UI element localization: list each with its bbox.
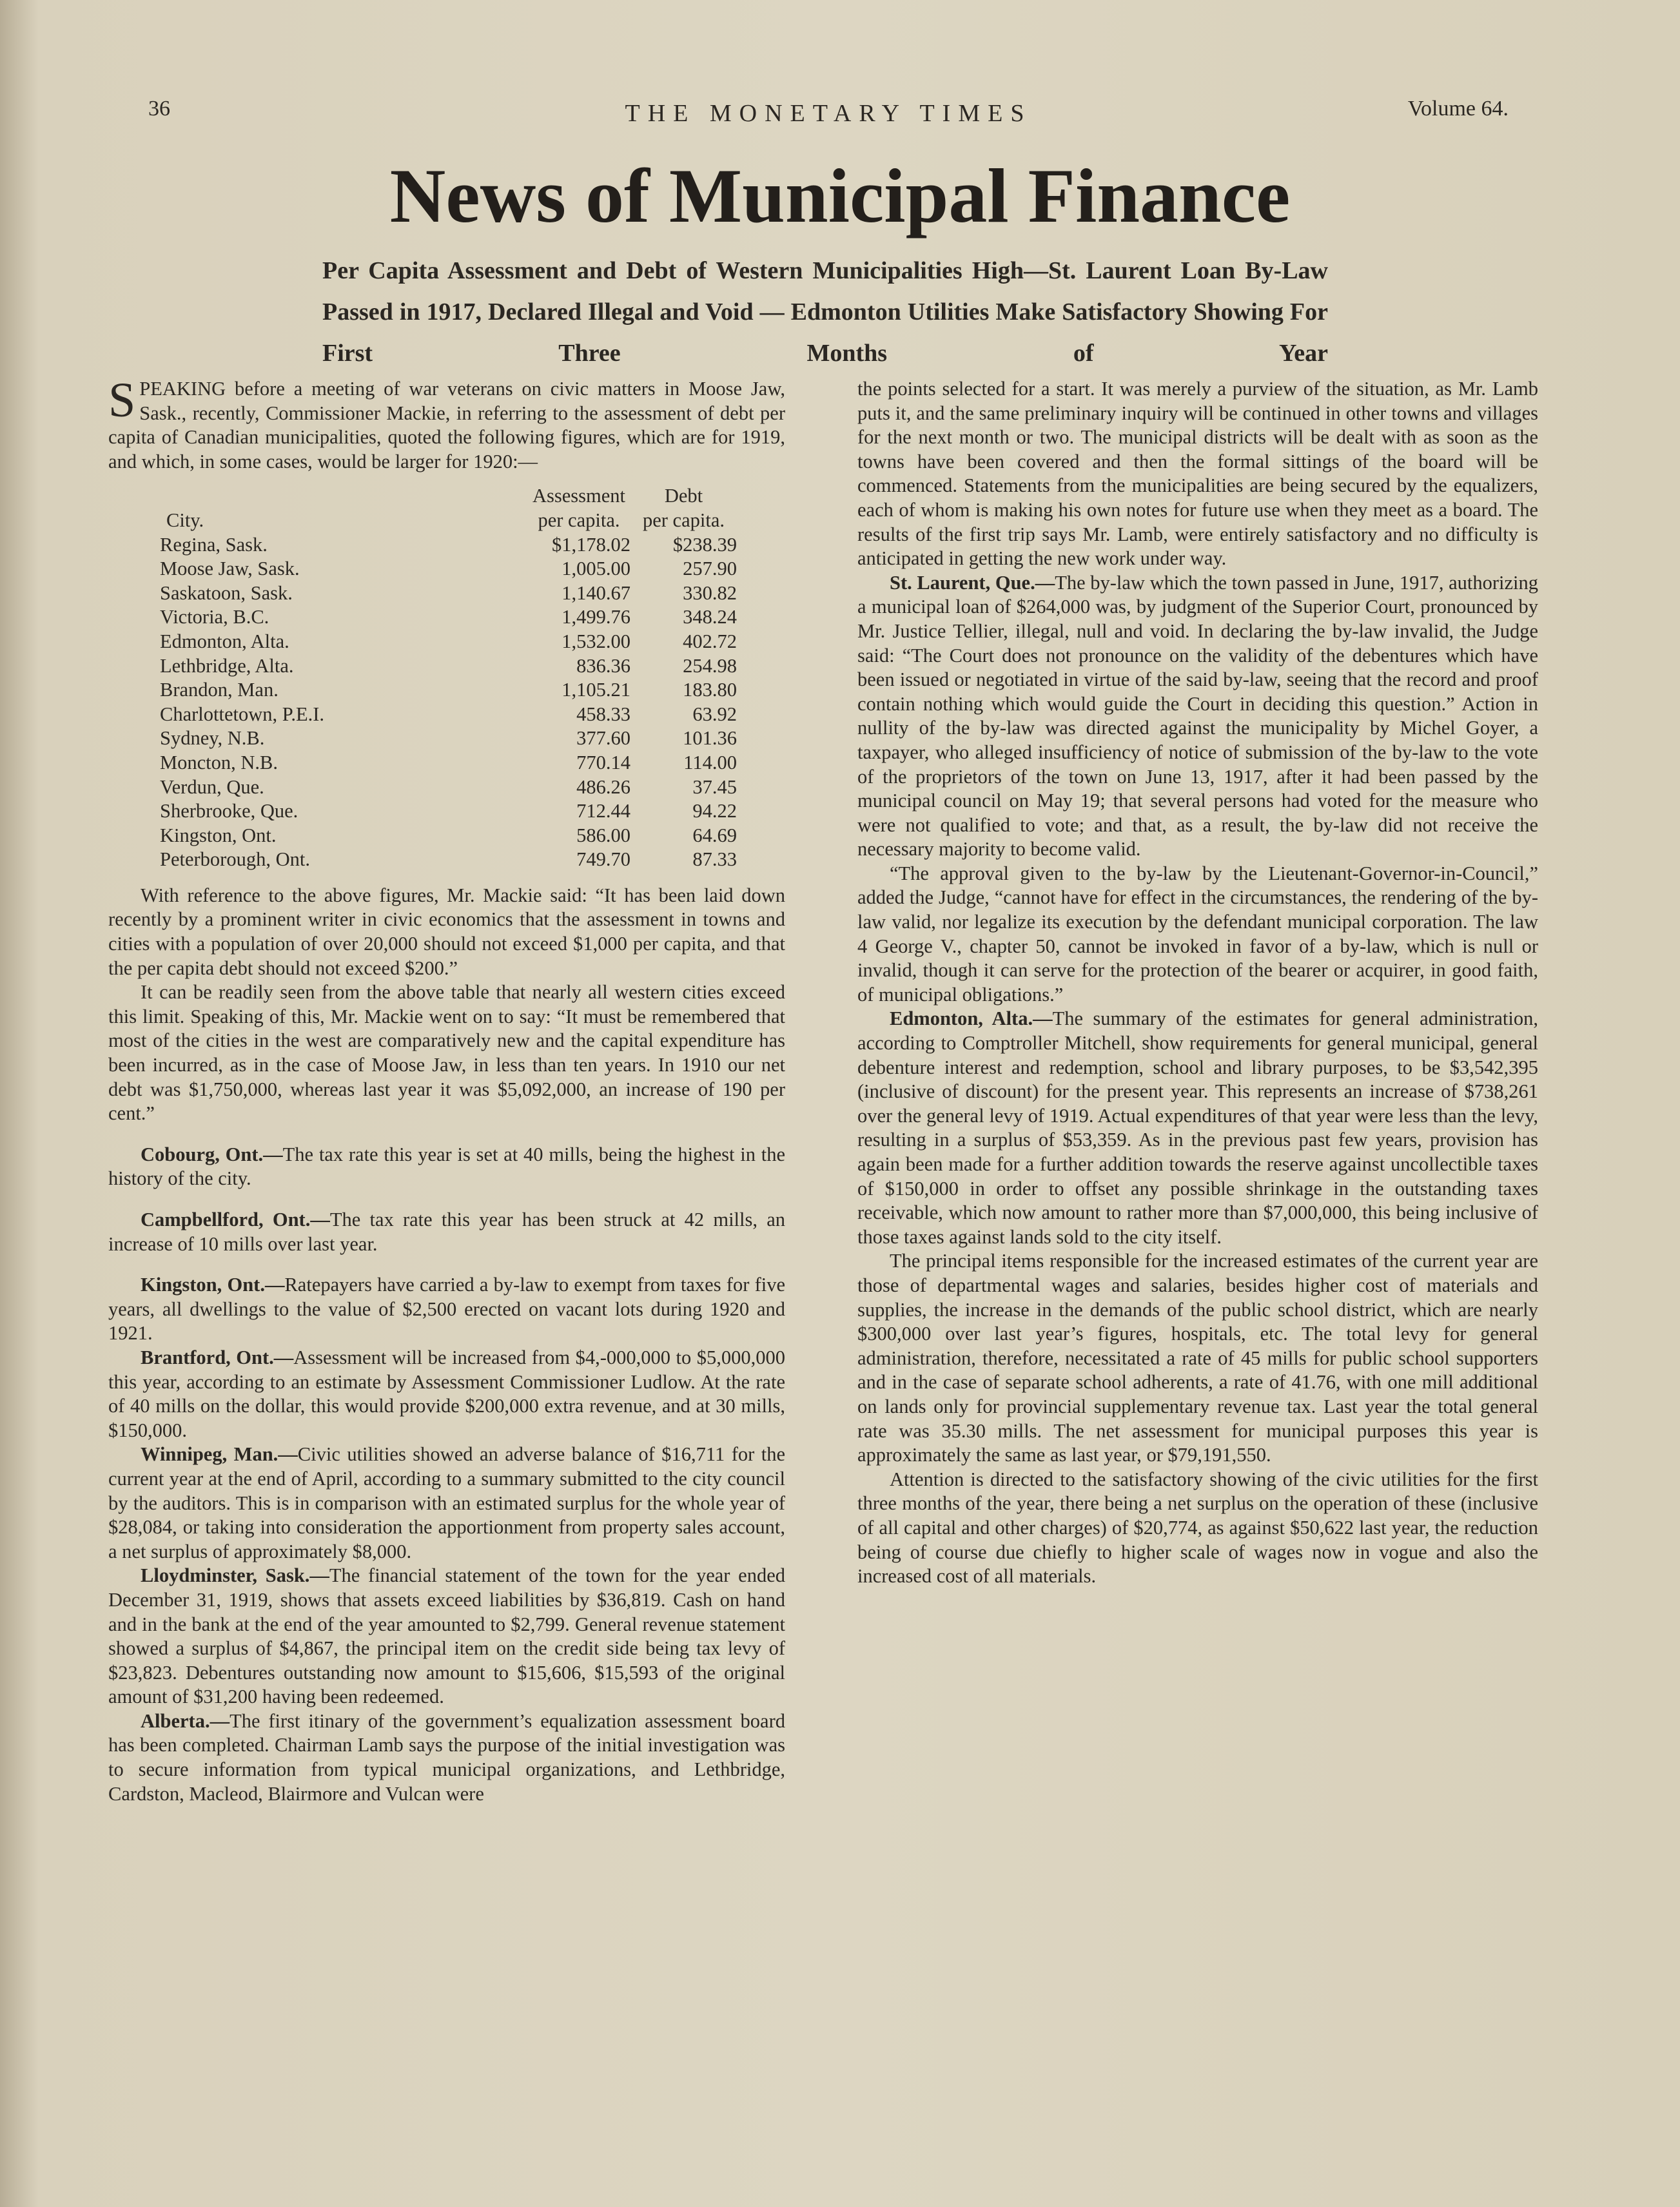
article-subtitle: Per Capita Assessment and Debt of Western Municipalities High—St. Laurent Loan By-Law Passed in 1917, Declared Illegal and Void — Edmonton Utilities Make Satisfactory Showing For First Three Months of Year (322, 257, 1328, 367)
article-title: News of Municipal Finance (389, 153, 1291, 238)
debt-cell: 257.90 (683, 558, 737, 580)
intro-text: PEAKING before a meeting of war veterans on civic matters in Moose Jaw, Sask., recently, Commissioner Mackie, in referring to the assessment of debt per capita of Canadian municipalities, quoted the following figures, which are for 1919, and which, in some cases, would be larger for 1920:— (108, 378, 785, 472)
journal-name: THE MONETARY TIMES (625, 100, 1032, 127)
assessment-cell: 770.14 (576, 751, 630, 773)
news-text: Assessment will be increased from $4,-000,000 to $5,000,000 this year, according to an estimate by Assessment Commissioner Ludlow. At the rate of 40 mills on the dollar, this would provide $200,000 extra revenue, and at 30 mills, $150,000. (108, 1346, 785, 1441)
assessment-cell: 586.00 (576, 824, 630, 846)
news-text: The financial statement of the town for the year ended December 31, 1919, shows that assets exceed liabilities by $36,819. Cash on hand and in the bank at the end of the year amounted to $2,799. General revenue statement showed a surplus of $4,867, the principal item on the credit side being tax levy of $23,823. Debentures outstanding now amount to $15,606, $15,593 of the original amount of $31,200 having been redeemed. (108, 1564, 785, 1708)
news-text: Ratepayers have carried a by-law to exempt from taxes for five years, all dwellings to the value of $2,500 erected on vacant lots during 1920 and 1921. (108, 1274, 785, 1345)
city-cell: Regina, Sask. (160, 533, 268, 556)
place-name: Winnipeg, Man.— (141, 1443, 298, 1466)
table-row (160, 557, 737, 581)
city-cell: Brandon, Man. (160, 679, 278, 701)
volume-label: Volume 64. (1407, 97, 1509, 121)
city-cell: Moncton, N.B. (160, 751, 278, 773)
city-cell: Sydney, N.B. (160, 727, 265, 750)
assessment-table (160, 484, 737, 872)
paragraph: Attention is directed to the satisfactory showing of the civic utilities for the first three months of the year, there being a net surplus on the operation of these (inclusive of all capital and other charges) of $20,774, as against $50,622 last year, the reduction being of course due chiefly to higher scale of wages now in vogue and also the increased cost of all materials. (857, 1468, 1538, 1588)
intro-paragraph (108, 373, 785, 474)
debt-cell: 64.69 (692, 824, 737, 846)
assessment-cell: $1,178.02 (552, 533, 630, 556)
paragraph: The principal items responsible for the increased estimates of the current year are those of departmental wages and salaries, besides higher cost of materials and supplies, the increase in the demands of the public school district, which are nearly $300,000 over last year’s figures, hospitals, etc. The total levy for general administration, therefore, necessitated a rate of 45 mills for public school supporters and in the case of separate school adherents, a rate of 41.76, with one mill additional on lands only for provincial supplementary revenue tax. Last year the total general rate was 35.30 mills. The net assessment for municipal purposes this year is approximately the same as last year, or $79,191,550. (857, 1250, 1538, 1466)
debt-cell: 101.36 (683, 727, 737, 750)
paragraph: With reference to the above figures, Mr. Mackie said: “It has been laid down recently by a prominent writer in civic economics that the assessment in towns and cities with a population of over 20,000 should not exceed $1,000 per capita, and that the per capita debt should not exceed $200.” (108, 884, 785, 979)
running-head (148, 97, 1509, 135)
news-text: The tax rate this year is set at 40 mills, being the highest in the history of the city. (108, 1143, 785, 1190)
paragraph: the points selected for a start. It was merely a purview of the situation, as Mr. Lamb puts it, and the same preliminary inquiry will be continued in other towns and villages for the next month or two. The municipal districts will be dealt with as soon as the towns have been covered and then the formal sittings of the board will be commenced. Statements from the municipalities are being secured by the equalizers, each of whom is making his own notes for future use when they meet as a board. The results of the first trip says Mr. Lamb, were entirely satisfactory and no difficulty is anticipated in getting the new work under way. (857, 378, 1538, 570)
debt-cell: $238.39 (672, 533, 737, 556)
table-row (160, 605, 737, 630)
debt-cell: 254.98 (683, 654, 737, 677)
city-cell: Sherbrooke, Que. (160, 800, 298, 822)
news-text: Civic utilities showed an adverse balance of $16,711 for the current year at the end of April, according to a summary submitted to the city council by the auditors. This is in comparison with an estimated surplus for the whole year of $28,084, or taking into consideration the apportionment from property sales account, a net surplus of approximately $8,000. (108, 1443, 785, 1562)
news-item-brantford (108, 1346, 785, 1443)
table-header-row (160, 484, 737, 509)
news-item-campbellford (108, 1208, 785, 1256)
left-column (108, 373, 786, 1806)
place-name: Brantford, Ont.— (141, 1346, 294, 1368)
news-item-cobourg (108, 1143, 785, 1191)
table-row (160, 630, 737, 654)
debt-cell: 87.33 (692, 848, 737, 871)
city-cell: Verdun, Que. (160, 775, 264, 798)
drop-cap: S (108, 373, 136, 427)
place-name: Lloydminster, Sask.— (141, 1564, 329, 1587)
place-name: Kingston, Ont.— (141, 1274, 285, 1296)
table-row (160, 703, 737, 727)
news-text: The first itinary of the government’s equalization assessment board has been completed. Chairman Lamb says the purpose of the initial investigation was to secure information from typical municipal organizations, and Lethbridge, Cardston, Macleod, Blairmore and Vulcan were (108, 1709, 785, 1805)
news-text: The tax rate this year has been struck at 42 mills, an increase of 10 mills over last year. (108, 1209, 786, 1255)
table-row (160, 775, 737, 800)
header-debt: Debt (664, 485, 703, 507)
table-row (160, 654, 737, 679)
paragraph: It can be readily seen from the above table that nearly all western cities exceed this limit. Speaking of this, Mr. Mackie went on to say: “It must be remembered that most of the cities in the west are comparatively new and the capital expenditure has been incurred, as in the case of Moose Jaw, in less than ten years. In 1910 our net debt was $1,750,000, whereas last year it was $5,092,000, an increase of 190 per cent.” (108, 981, 785, 1125)
city-cell: Lethbridge, Alta. (160, 654, 294, 677)
debt-cell: 348.24 (683, 606, 737, 628)
assessment-cell: 1,532.00 (562, 630, 630, 652)
page-number: 36 (148, 97, 170, 121)
header-city: City. (166, 509, 204, 531)
city-cell: Moose Jaw, Sask. (160, 558, 300, 580)
place-name: Alberta.— (141, 1709, 230, 1732)
assessment-cell: 749.70 (576, 848, 630, 871)
assessment-cell: 1,005.00 (562, 558, 630, 580)
debt-cell: 94.22 (692, 800, 737, 822)
city-cell: Saskatoon, Sask. (160, 581, 293, 604)
table-row (160, 824, 737, 848)
news-text: The by-law which the town passed in June, 1917, authorizing a municipal loan of $264,000 was, by judgment of the Superior Court, pronounced by Mr. Justice Tellier, illegal, null and void. In declaring the by-law invalid, the Judge said: “The Court does not pronounce on the validity of the debentures which have been issued or negotiated in virtue of the said by-law, seeing that the record and proof contain nothing which would guide the Court in deciding this question.” Action in nullity of the by-law was directed against the municipality by Michel Goyer, a taxpayer, who alleged insufficiency of notice of submission of the by-law to the vote of the proprietors of the town on June 13, 1917, after it had been passed by the municipal council on May 19; that several persons had voted for the measure who were not qualified to vote; and that, as a result, the by-law did not receive the necessary majority to become valid. (857, 571, 1538, 860)
table-row (160, 533, 737, 558)
table-row (160, 751, 737, 775)
debt-cell: 330.82 (683, 581, 737, 604)
news-item-kingston (108, 1273, 785, 1346)
assessment-cell: 1,499.76 (562, 606, 630, 628)
table-row (160, 678, 737, 703)
debt-cell: 114.00 (683, 751, 737, 773)
place-name: Edmonton, Alta.— (890, 1007, 1053, 1030)
table-row (160, 848, 737, 872)
debt-cell: 402.72 (683, 630, 737, 652)
debt-cell: 63.92 (692, 703, 737, 725)
city-cell: Charlottetown, P.E.I. (160, 703, 324, 725)
city-cell: Peterborough, Ont. (160, 848, 310, 871)
debt-cell: 37.45 (692, 775, 737, 798)
table-row (160, 581, 737, 606)
city-cell: Edmonton, Alta. (160, 630, 289, 652)
paragraph: “The approval given to the by-law by the Lieutenant-Governor-in-Council,” added the Judge, “cannot have for effect in the circumstances, the rendering of the by-law valid, nor legalize its execution by the defendant municipal corporation. The law 4 George V., chapter 50, cannot be invoked in favor of a by-law, which is null or invalid, though it can serve for the protection of the bearer or acquirer, in good faith, of municipal obligations.” (857, 862, 1538, 1006)
assessment-cell: 486.26 (576, 775, 630, 798)
assessment-cell: 377.60 (576, 727, 630, 750)
place-name: Cobourg, Ont.— (141, 1143, 283, 1165)
assessment-cell: 1,105.21 (562, 679, 630, 701)
news-item-st-laurent (857, 571, 1538, 862)
assessment-cell: 458.33 (576, 703, 630, 725)
assessment-cell: 836.36 (576, 654, 630, 677)
news-text: The summary of the estimates for general administration, according to Comptroller Mitchell, show requirements for general municipal, general debenture interest and redemption, school and library purposes, to be $3,542,395 (inclusive of discount) for the present year. This represents an increase of $738,261 over the general levy of 1919. Actual expenditures of that year were less than the levy, resulting in a surplus of $53,359. As in the previous past few years, provision has again been made for a further addition towards the reserve against uncollectible taxes of $150,000 in order to offset any possible shrinkage in the outstanding taxes receivable, which now amount to rather more than $7,000,000, this being inclusive of those taxes against lands sold to the city itself. (857, 1007, 1538, 1248)
news-item-alberta (108, 1709, 785, 1806)
place-name: St. Laurent, Que.— (890, 571, 1055, 594)
header-debt-per-capita: per capita. (642, 509, 725, 531)
assessment-cell: 712.44 (576, 800, 630, 822)
right-column (857, 377, 1538, 1589)
news-item-edmonton (857, 1007, 1538, 1249)
news-item-winnipeg (108, 1443, 785, 1564)
news-item-lloydminster (108, 1564, 785, 1709)
table-header-row (160, 509, 737, 533)
header-assessment: Assessment (532, 485, 626, 507)
debt-cell: 183.80 (683, 679, 737, 701)
header-assessment-per-capita: per capita. (538, 509, 620, 531)
table-row (160, 799, 737, 824)
table-row (160, 726, 737, 751)
city-cell: Victoria, B.C. (160, 606, 269, 628)
place-name: Campbellford, Ont.— (141, 1209, 330, 1230)
city-cell: Kingston, Ont. (160, 824, 277, 846)
assessment-cell: 1,140.67 (562, 581, 630, 604)
